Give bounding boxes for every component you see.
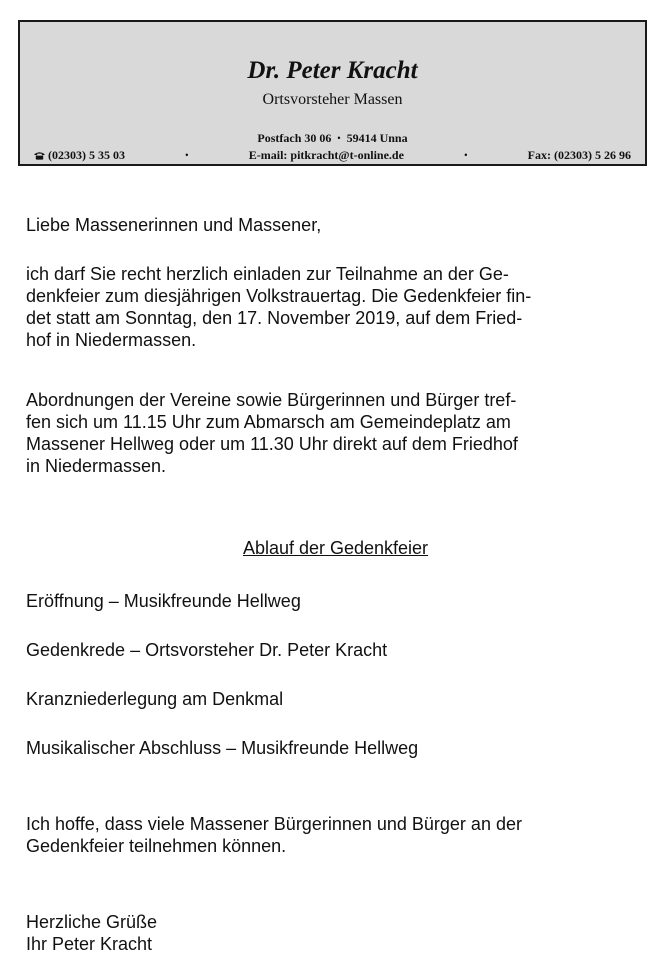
- paragraph-line: ich darf Sie recht herzlich einladen zur Teilnahme an der Ge-: [26, 264, 509, 284]
- letterhead: [18, 20, 647, 166]
- letterhead-name: Dr. Peter Kracht: [247, 57, 418, 84]
- separator-bullet: •: [337, 133, 341, 143]
- letterhead-role: Ortsvorsteher Massen: [262, 91, 403, 108]
- paragraph-line: Abordnungen der Vereine sowie Bürgerinnen und Bürger tref-: [26, 390, 517, 410]
- closing-paragraph: [26, 813, 641, 857]
- contact-line: [34, 148, 631, 163]
- paragraph-line: Massener Hellweg oder um 11.30 Uhr direkt auf dem Friedhof: [26, 434, 518, 454]
- phone-contact: [34, 148, 125, 163]
- program-item: Gedenkrede – Ortsvorsteher Dr. Peter Kracht: [26, 640, 388, 660]
- postal-address: [20, 131, 645, 146]
- telephone-icon: [34, 151, 45, 160]
- program-heading: Ablauf der Gedenkfeier: [242, 538, 429, 558]
- city: 59414 Unna: [346, 131, 408, 145]
- signoff: Herzliche Grüße: [26, 912, 158, 932]
- phone-number: (02303) 5 35 03: [48, 148, 125, 162]
- paragraph-line: Gedenkfeier teilnehmen können.: [26, 836, 287, 856]
- invitation-paragraph: [26, 263, 641, 351]
- paragraph-line: fen sich um 11.15 Uhr zum Abmarsch am Gemeindeplatz am: [26, 412, 511, 432]
- program-item: Kranzniederlegung am Denkmal: [26, 689, 284, 709]
- separator-bullet: •: [185, 150, 189, 160]
- postfach: Postfach 30 06: [257, 131, 332, 145]
- paragraph-line: Ich hoffe, dass viele Massener Bürgerinnen und Bürger an der: [26, 814, 522, 834]
- paragraph-line: hof in Niedermassen.: [26, 330, 197, 350]
- signature: Ihr Peter Kracht: [26, 934, 153, 954]
- meeting-paragraph: [26, 389, 641, 477]
- separator-bullet: •: [464, 150, 468, 160]
- paragraph-line: denkfeier zum diesjährigen Volkstrauertag. Die Gedenkfeier fin-: [26, 286, 532, 306]
- fax-number: Fax: (02303) 5 26 96: [527, 148, 631, 162]
- paragraph-line: in Niedermassen.: [26, 456, 167, 476]
- program-item: Musikalischer Abschluss – Musikfreunde Hellweg: [26, 738, 419, 758]
- email-address: E-mail: pitkracht@t-online.de: [248, 148, 404, 162]
- greeting: Liebe Massenerinnen und Massener,: [26, 215, 322, 235]
- paragraph-line: det statt am Sonntag, den 17. November 2019, auf dem Fried-: [26, 308, 523, 328]
- program-item: Eröffnung – Musikfreunde Hellweg: [26, 591, 301, 611]
